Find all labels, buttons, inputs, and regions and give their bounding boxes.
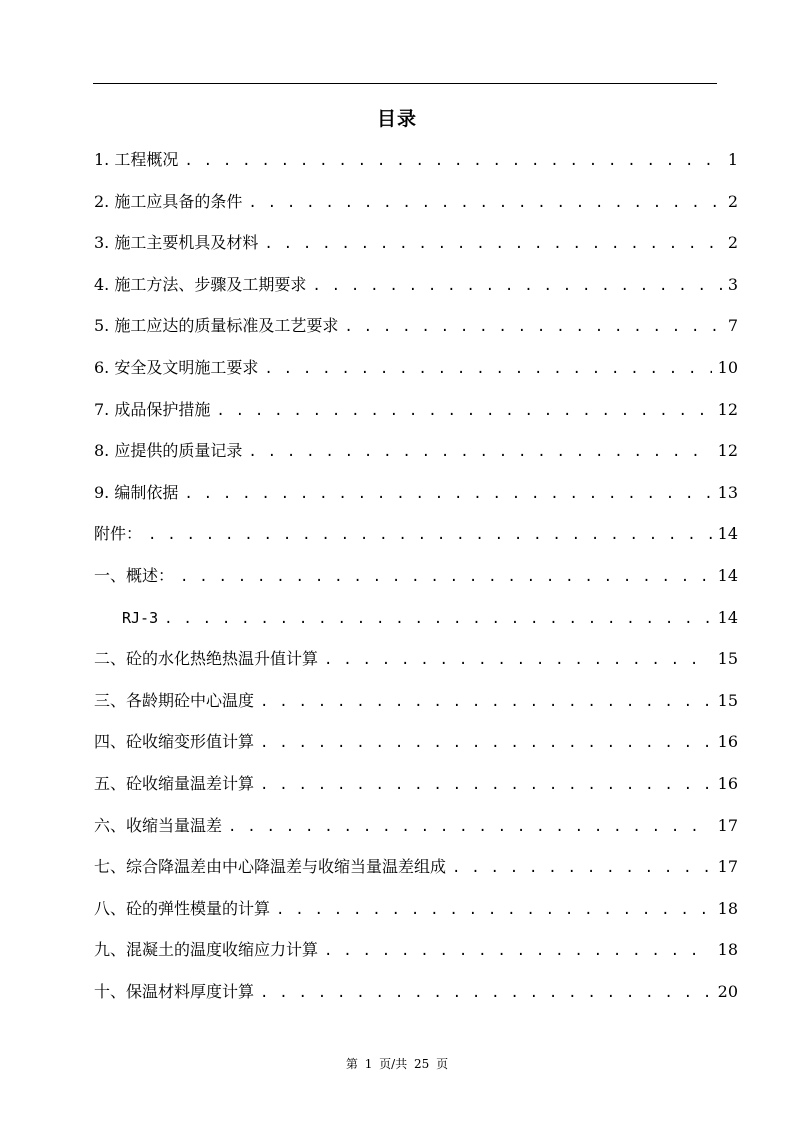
toc-entry[interactable]: [94, 139, 738, 181]
toc-leader-dots: [184, 474, 711, 516]
toc-page-number: 18: [717, 940, 738, 960]
toc-page-number: 1: [727, 150, 738, 169]
toc-entry[interactable]: [94, 680, 738, 722]
toc-leader-dots: [344, 307, 721, 349]
toc-leader-dots: [452, 848, 712, 890]
toc-page-number: 7: [727, 316, 738, 336]
toc-entry[interactable]: [94, 971, 738, 1013]
page-footer: 第 1 页/共 25 页: [345, 1057, 449, 1071]
toc-page-number: 3: [727, 274, 738, 294]
toc-entry-text: 9. 编制依据: [94, 482, 179, 502]
toc-entry[interactable]: [94, 555, 738, 597]
toc-leader-dots: [324, 640, 712, 682]
toc-entry[interactable]: [94, 638, 738, 680]
toc-leader-dots: [248, 183, 721, 225]
toc-page-number: 16: [717, 773, 738, 793]
header-rule: [93, 83, 717, 84]
toc-entry[interactable]: [94, 846, 738, 888]
toc-entry[interactable]: [94, 181, 738, 223]
toc-entry[interactable]: [94, 264, 738, 306]
toc-entry[interactable]: [94, 929, 738, 971]
toc-page-number: 16: [717, 732, 738, 752]
toc-entry-text: 4. 施工方法、步骤及工期要求: [94, 274, 307, 294]
toc-page-number: 2: [727, 233, 738, 253]
toc-leader-dots: [264, 224, 721, 266]
toc-entry[interactable]: [94, 513, 738, 555]
toc-leader-dots: [276, 890, 712, 932]
toc-entry[interactable]: [94, 763, 738, 805]
toc-page-number: 20: [717, 981, 738, 1001]
toc-entry-text: 三、各龄期砼中心温度: [94, 690, 255, 710]
toc-entry[interactable]: [94, 347, 738, 389]
toc-page-number: 14: [717, 524, 738, 544]
toc-entry-text: 一、概述：: [94, 565, 175, 585]
toc-entry-text: RJ-3: [122, 608, 159, 627]
toc-entry[interactable]: [94, 222, 738, 264]
toc-leader-dots: [260, 973, 712, 1015]
toc-entry[interactable]: [94, 597, 738, 639]
toc-leader-dots: [264, 349, 711, 391]
toc-leader-dots: [180, 557, 712, 599]
toc-page-number: 17: [717, 815, 738, 835]
toc-entry[interactable]: [94, 389, 738, 431]
toc-entry-text: 5. 施工应达的质量标准及工艺要求: [94, 316, 339, 336]
toc-entry-text: 附件：: [94, 524, 143, 544]
toc-entry-text: 2. 施工应具备的条件: [94, 191, 243, 211]
toc-entry-text: 七、综合降温差由中心降温差与收缩当量温差组成: [94, 857, 447, 877]
toc-page-number: 14: [717, 607, 738, 627]
toc-leader-dots: [260, 765, 712, 807]
toc-page-number: 14: [717, 565, 738, 585]
toc-entry[interactable]: [94, 305, 738, 347]
toc-entry[interactable]: [94, 721, 738, 763]
toc-leader-dots: [184, 141, 721, 183]
toc-page-number: 2: [727, 191, 738, 211]
toc-entry[interactable]: [94, 805, 738, 847]
toc-leader-dots: [248, 432, 711, 474]
toc-page-number: 13: [717, 482, 738, 502]
toc-entry-text: 四、砼收缩变形值计算: [94, 732, 255, 752]
toc-entry-text: 六、收缩当量温差: [94, 815, 223, 835]
toc-leader-dots: [312, 266, 721, 308]
toc-entry-text: 五、砼收缩量温差计算: [94, 773, 255, 793]
toc-leader-dots: [260, 682, 712, 724]
toc-page-number: 15: [717, 690, 738, 710]
toc-entry-text: 九、混凝土的温度收缩应力计算: [94, 940, 319, 960]
toc-leader-dots: [164, 599, 712, 641]
toc-page-number: 15: [717, 649, 738, 669]
toc-entry[interactable]: [94, 888, 738, 930]
toc-leader-dots: [216, 391, 711, 433]
toc-leader-dots: [324, 931, 712, 973]
toc-title: 目录: [376, 108, 417, 130]
toc-page-number: 12: [717, 441, 738, 461]
toc-entry-text: 十、保温材料厚度计算: [94, 981, 255, 1001]
toc-entry-text: 3. 施工主要机具及材料: [94, 233, 259, 253]
toc-entry-text: 8. 应提供的质量记录: [94, 441, 243, 461]
toc-entry-text: 八、砼的弹性模量的计算: [94, 898, 271, 918]
toc-page-number: 12: [717, 399, 738, 419]
toc-entry-text: 二、砼的水化热绝热温升值计算: [94, 649, 319, 669]
toc-entry-text: 1. 工程概况: [94, 150, 179, 169]
toc-entry[interactable]: [94, 430, 738, 472]
toc-entry[interactable]: [94, 472, 738, 514]
toc-page-number: 17: [717, 857, 738, 877]
table-of-contents: [94, 139, 738, 1012]
toc-entry-text: 6. 安全及文明施工要求: [94, 357, 259, 377]
toc-entry-text: 7. 成品保护措施: [94, 399, 211, 419]
toc-page-number: 18: [717, 898, 738, 918]
toc-page-number: 10: [717, 357, 738, 377]
toc-leader-dots: [148, 515, 712, 557]
toc-leader-dots: [260, 723, 712, 765]
toc-leader-dots: [228, 807, 712, 849]
